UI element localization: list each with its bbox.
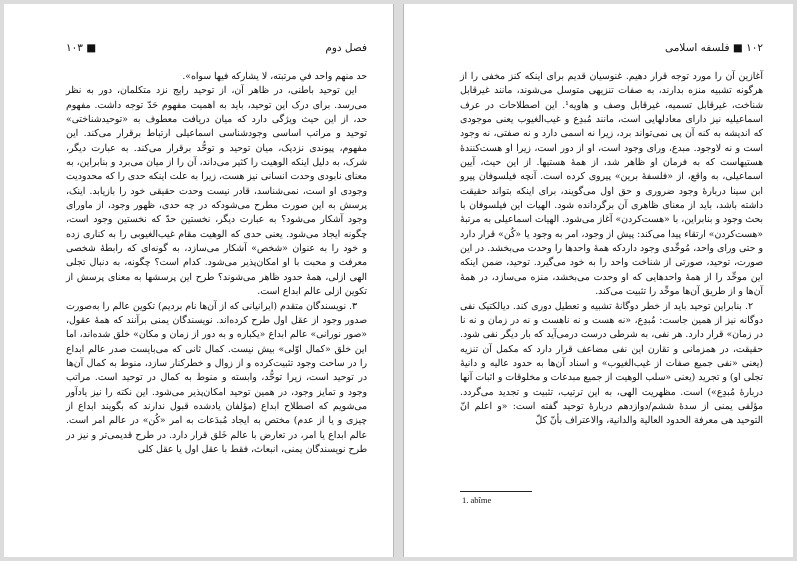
paragraph: این توحید باطنی، در ظاهر آن، از توحید رایج نزد متکلمان، دور به نظر می‌رسد. برای درک این توحید، باید به اهمیت مفهوم حَدّ توجه داشت. مفهوم حد، از این حیث ویژگی دارد که میان دریافت معطوف به «توحیدشناختی» توحید و مراتب اساسی وجودشناسی اسماعیلی ارتباط برقرار می‌کند. این مفهوم، پیوندی نزدیک، میان توحید و توحُّد برقرار می‌کند. به عبارت دیگر، شرک، به دلیل اینکه الوهیت را کثیر می‌داند، آن را از میان می‌برد و بنابراین، به معنای نابودی وحدت انسانی نیز هست، زیرا به علت اینکه حدی را که محدودیت وجودی او است، نمی‌شناسد، قادر نیست وحدت حقیقی خود را بازیابد. اینک، پرسش به این صورت مطرح می‌شودکه در چه حدی، ظهور وجود، از ماورای وجود آشکار می‌شود؟ به عبارت دیگر، نخستین حدّ که نخستین وجود است، چگونه ایجاد می‌شود. یعنی حدی که الوهیت مقام غیب‌الغیوبی را به کناری زده و خود را به عنوان «شخص» آشکار می‌سازد، به گونه‌ای که رابطهٔ شخصی معرفت و محبت با او امکان‌پذیر می‌شود. کدام است؟ چگونه، به دنبال تجلی الهی ازلی، همهٔ حدود ظاهر می‌شوند؟ طرح این پرسشها به معنای پرسش از تکوین ازلی عالم ابداع است.	[66, 85, 367, 298]
left-page-body	[66, 70, 367, 457]
paragraph: ۳. نویسندگان متقدم (ایرانیانی که از آن‌ها نام بردیم) تکوین عالم را به‌صورت صدور وجود از عقل اول طرح کرده‌اند. نویسندگان یمنی برآنند که همهٔ عقول، «صور نورانی» عالم ابداع «یکباره و به دور از زمان و مکان» خلق شده‌اند، اما این خلق «کمال اوّلی» بیش نیست. کمال ثانی که می‌بایست صدر عالم ابداع را در ساحت وجود تثبیت‌کرده و از زوال و خطرکنار سازد، منوط به کمال آن‌ها در توحید است، زیرا توحُّد، وابسته و منوط به کمال در توحید است. مراتب وجود و تمایز وجود، در همین توحید امکان‌پذیر می‌شود. این نکته را نیز یادآور می‌شویم که اصطلاح ابداع (مؤلفان یادشده قبول ندارند که بگویند ابداع از چیزی و یا از عدم) مختص به ایجاد مُبدَعات به امر «کُن» در عالم امر است. عالم ابداع یا امر، در تعارض با عالم خَلق قرار دارد. در طرح قدیمی‌تر و نیز در طرح نویسندگان یمنی، انبعاث، فقط با عقل اول یا عقل کلی	[66, 300, 367, 455]
paragraph: حد منهم واحد في مرتبته، لا يشاركه فيها سواه».	[182, 71, 367, 82]
book-title-with-page-number: ۱۰۲ ■ فلسفه اسلامی	[664, 42, 763, 54]
footnote: 1. abîme	[462, 495, 492, 505]
right-page-body	[460, 70, 763, 429]
paragraph: ۲. بنابراین توحید باید از خطر دوگانهٔ تشبیه و تعطیل دوری کند. دیالکتیک نفی دوگانه نیز از همین جاست: مُبدِع، «نه هست و نه ناهست و نه در زمان و نه نا در زمان» قرار دارد. هر نفی، به شرطی درست درمی‌آید که بار دیگر نفی شود. حقیقت، در همزمانی و تقارن این نفی مضاعف قرار دارد که مکمل آن تنزیه (یعنی «نفی جمیع صفات از غیب‌الغیوب» و اسناد آن‌ها به حدود عالیه و دانیهٔ تجلی او) و تجرید (یعنی «سلب الوهیت از جمیع مبدعات و مخلوقات و اثبات آنها دربارهٔ مُبدِع») است. مظهریت الهی، به این ترتیب، تثبیت و تجدید می‌گردد. مؤلفی یمنی از سدهٔ ششم/دوازدهم دربارهٔ توحید گفته است: «و اعلم انّ التوحید هی معرفة الحدود العالیة والدانیة، والاعتراف بأنّ کلّ	[460, 300, 763, 427]
right-page	[403, 4, 793, 557]
page-number: ■ ۱۰۳	[66, 42, 97, 54]
left-page-header	[66, 42, 367, 58]
chapter-title: فصل دوم	[325, 42, 367, 54]
left-page	[4, 4, 394, 557]
right-page-header	[460, 42, 763, 58]
footnote-divider	[460, 491, 532, 492]
paragraph: آغازین آن را مورد توجه قرار دهیم. غنوسیان قدیم برای اینکه کنز مخفی را از هرگونه تشبیه منزه بدارند، به صفات تنزیهی متوسل می‌شوند، مانند غیرقابل شناخت، غیرقابل تسمیه، غیرقابل وصف و هاویه¹. این اصطلاحات در عرف اسماعیلیه نیز دارای معادلهایی است، مانند مُبدِع و غیب‌الغیوب یعنی موجودی که اندیشه به کنه آن پی نمی‌تواند برد، زیرا نه اسمی دارد و نه صفتی، نه وجود است و نه لاوجود. مبدع، ورای وجود است، او از دور است، زیرا او هست‌کنندهٔ هستیهاست که به فرمان او ظاهر شد، از همهٔ هستیها. از این حیث، آیین اسماعیلی، به واقع، از «فلسفهٔ برین» پیروی کرده است. آنچه فیلسوفان پیرو ابن سینا دربارهٔ وجود ضروری و حق اول می‌گویند، برای اینکه بتواند حقیقت داشته باشد، باید از معنای ظاهری آن برگردانده شود. الهیات این فیلسوفان با بحث وجود و بنابراین، با «هست‌کردن» آغاز می‌شود. الهیات اسماعیلی به مرتبهٔ «هست‌کردن» ارتقاء پیدا می‌کند: پیش از وجود، امر به وجود یا «کُن» قرار دارد و حتی ورای واحد، مُوحِّدی وجود داردکه همهٔ واحدها را وحدت می‌بخشد. در این صورت، توحید، صورتی از شناخت واحد را به خود می‌گیرد. توحید، ضمن اینکه این موحِّد را از همهٔ واحدهایی که او وحدت می‌بخشد، منزه می‌سازد، در همهٔ آن‌ها و از طریق آن‌ها موحِّد را تثبیت می‌کند.	[460, 71, 764, 298]
